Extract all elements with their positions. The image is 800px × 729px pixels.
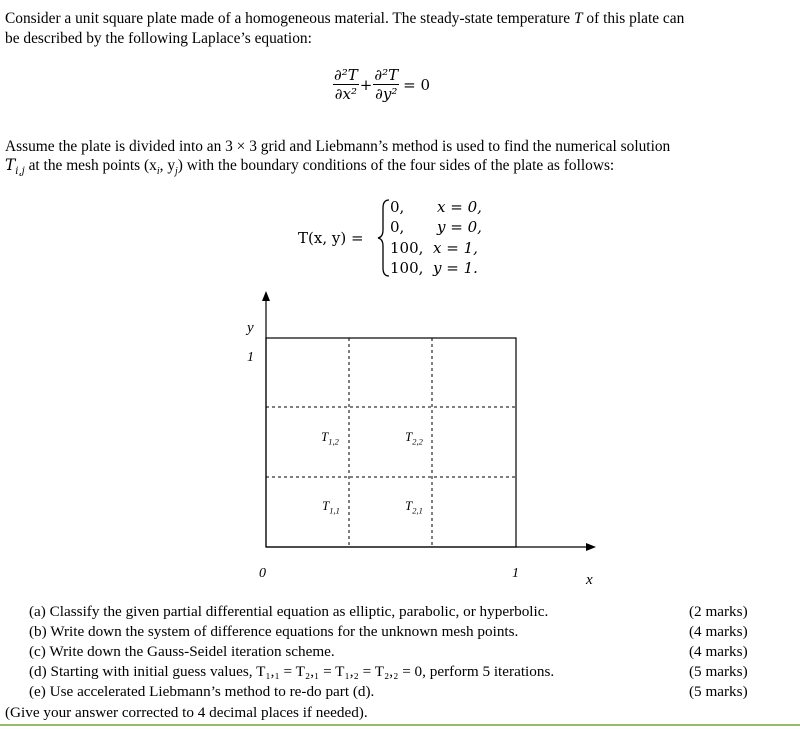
marks-c: (4 marks) <box>689 643 748 660</box>
question-d: (d) Starting with initial guess values, T₁,₁ = T₂,₁ = T₁,₂ = T₂,₂ = 0, perform 5 iterations. <box>29 663 555 680</box>
bc-row-1 <box>390 198 404 217</box>
bc-cond-1: x = 0, <box>437 198 482 216</box>
assume-text-f: ) with the boundary conditions of the four sides of the plate as follows: <box>177 157 615 174</box>
intro-paragraph <box>5 9 684 28</box>
node-t12 <box>321 429 339 447</box>
fraction-d2t-dx2 <box>333 66 359 103</box>
node-subscript: 2,1 <box>412 505 423 516</box>
node-symbol: T <box>322 498 330 513</box>
bc-lhs: T(x, y) = <box>298 229 364 247</box>
question-list <box>29 602 554 702</box>
assume-text-b: at the mesh points (x <box>24 157 157 174</box>
bc-value: 0, <box>390 198 405 216</box>
node-symbol: T <box>405 429 413 444</box>
assume-line-1: Assume the plate is divided into an 3 × 3 grid and Liebmann’s method is used to find the numerical solution <box>5 138 671 155</box>
marks-e: (5 marks) <box>689 683 748 700</box>
t-ij-subscript: i,j <box>15 166 25 178</box>
plus-sign: + <box>359 75 373 94</box>
fraction-d2t-dy2 <box>373 66 399 103</box>
fraction-denominator: ∂y² <box>375 85 398 103</box>
yj-subscript: j <box>175 166 178 178</box>
assume-text-d: , y <box>159 157 176 174</box>
bc-value: 0, <box>390 218 405 236</box>
node-symbol: T <box>321 429 329 444</box>
bc-cond-2: y = 0, <box>437 218 482 236</box>
intro-text-1-end: of this plate can <box>582 10 685 27</box>
y-tick-1: 1 <box>247 350 254 365</box>
fraction-denominator: ∂x² <box>334 85 357 103</box>
bc-value: 100, <box>390 259 424 277</box>
marks-column <box>689 602 748 702</box>
question-b: (b) Write down the system of difference equations for the unknown mesh points. <box>29 623 519 640</box>
bc-row-2 <box>390 218 404 237</box>
bottom-rule <box>0 724 800 726</box>
bc-cond-3: x = 1, <box>433 239 478 257</box>
bc-value: 100, <box>390 239 424 257</box>
equals-zero: = 0 <box>403 75 431 94</box>
marks-d: (5 marks) <box>689 663 748 680</box>
footer-note: (Give your answer corrected to 4 decimal places if needed). <box>5 704 368 721</box>
left-brace <box>377 198 391 278</box>
t-ij-symbol: T <box>5 156 16 174</box>
node-symbol: T <box>405 498 413 513</box>
y-axis-label: y <box>247 320 254 336</box>
assume-line-2 <box>5 156 614 181</box>
grid-diagram <box>0 285 800 560</box>
plate-boundary <box>266 338 516 547</box>
node-subscript: 2,2 <box>412 436 423 447</box>
laplace-equation <box>333 66 430 103</box>
y-axis-arrow-icon <box>262 291 270 301</box>
x-axis-label: x <box>586 572 593 588</box>
fraction-numerator: ∂²T <box>374 66 399 84</box>
xi-subscript: i <box>156 166 160 178</box>
marks-a: (2 marks) <box>689 603 748 620</box>
node-subscript: 1,2 <box>328 436 339 447</box>
question-e: (e) Use accelerated Liebmann’s method to re-do part (d). <box>29 683 375 700</box>
question-c: (c) Write down the Gauss-Seidel iteration scheme. <box>29 643 335 660</box>
intro-variable-t: T <box>573 10 583 27</box>
bc-cond-4: y = 1. <box>433 259 478 277</box>
node-t22 <box>405 429 423 447</box>
x-tick-1: 1 <box>512 566 519 581</box>
node-subscript: 1,1 <box>329 505 340 516</box>
bc-row-4 <box>390 259 423 278</box>
node-t21 <box>405 498 423 516</box>
origin-label: 0 <box>259 566 266 581</box>
question-a: (a) Classify the given partial differential equation as elliptic, parabolic, or hyperbolic. <box>29 603 549 620</box>
x-axis-arrow-icon <box>586 543 596 551</box>
marks-b: (4 marks) <box>689 623 748 640</box>
node-t11 <box>322 498 340 516</box>
intro-text-1: Consider a unit square plate made of a homogeneous material. The steady-state temperature <box>5 10 571 27</box>
bc-row-3 <box>390 239 423 258</box>
intro-line-2: be described by the following Laplace’s equation: <box>5 30 312 47</box>
fraction-numerator: ∂²T <box>334 66 358 84</box>
